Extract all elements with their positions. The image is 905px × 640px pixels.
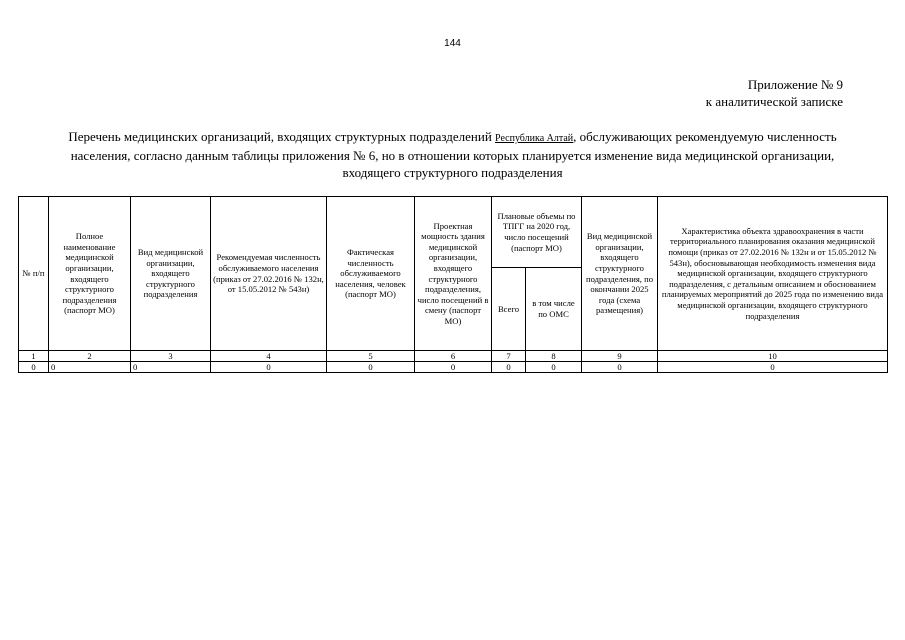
column-number: 10: [658, 351, 888, 362]
column-number: 9: [582, 351, 658, 362]
column-number: 8: [526, 351, 582, 362]
title-part-2: , обслуживающих рекомендуемую численность населения, согласно данным таблицы приложения № 6, но в отношении которых планируется изменение вида медицинской организации, входящего структурного подразделения: [70, 129, 837, 180]
document-title: [60, 128, 845, 181]
table-cell: 0: [492, 362, 526, 373]
table-row: [19, 362, 888, 373]
organizations-table: [18, 196, 888, 373]
table-cell: 0: [49, 362, 131, 373]
header-org-type-2025: Вид медицинской организации, входящего структурного подразделения, по окончании 2025 года (схема размещения): [582, 197, 658, 351]
table-cell: 0: [211, 362, 327, 373]
header-number: № п/п: [19, 197, 49, 351]
appendix-line-2: к аналитической записке: [705, 94, 843, 109]
appendix-note: [706, 76, 843, 110]
column-number: 4: [211, 351, 327, 362]
appendix-line-1: Приложение № 9: [747, 77, 843, 92]
column-number: 2: [49, 351, 131, 362]
title-part-1: Перечень медицинских организаций, входящих структурных подразделений: [68, 129, 496, 144]
table-cell: 0: [658, 362, 888, 373]
table-cell: 0: [131, 362, 211, 373]
table-cell: 0: [19, 362, 49, 373]
column-number-row: [19, 351, 888, 362]
table-cell: 0: [582, 362, 658, 373]
table-cell: 0: [415, 362, 492, 373]
header-row-1: [19, 197, 888, 268]
column-number: 7: [492, 351, 526, 362]
column-number: 5: [327, 351, 415, 362]
header-org-type: Вид медицинской организации, входящего структурного подразделения: [131, 197, 211, 351]
column-number: 1: [19, 351, 49, 362]
header-oms: в том числе по ОМС: [526, 268, 582, 351]
table-cell: 0: [526, 362, 582, 373]
column-number: 6: [415, 351, 492, 362]
header-planned-volumes: Плановые объемы по ТПГГ на 2020 год, число посещений (паспорт МО): [492, 197, 582, 268]
header-total: Всего: [492, 268, 526, 351]
header-recommended-population: Рекомендуемая численность обслуживаемого населения (приказ от 27.02.2016 № 132н, от 15.05.2012 № 543н): [211, 197, 327, 351]
column-number: 3: [131, 351, 211, 362]
page-number: 144: [444, 38, 461, 49]
header-characteristics: Характеристика объекта здравоохранения в части территориального планирования оказания медицинской помощи (приказ от 27.02.2016 № 132н и от 15.05.2012 № 543н), обосновывающая необходимость изменения вида медицинской организации, входящего структурного подразделения, с детальным описанием и обоснованием планируемых мероприятий до 2025 года по изменению вида медицинской организации, входящего структурного подразделения: [658, 197, 888, 351]
header-design-capacity: Проектная мощность здания медицинской организации, входящего структурного подразделения, число посещений в смену (паспорт МО): [415, 197, 492, 351]
table-cell: 0: [327, 362, 415, 373]
header-full-name: Полное наименование медицинской организации, входящего структурного подразделения (паспорт МО): [49, 197, 131, 351]
header-actual-population: Фактическая численность обслуживаемого населения, человек (паспорт МО): [327, 197, 415, 351]
title-region: Республика Алтай: [495, 133, 574, 144]
